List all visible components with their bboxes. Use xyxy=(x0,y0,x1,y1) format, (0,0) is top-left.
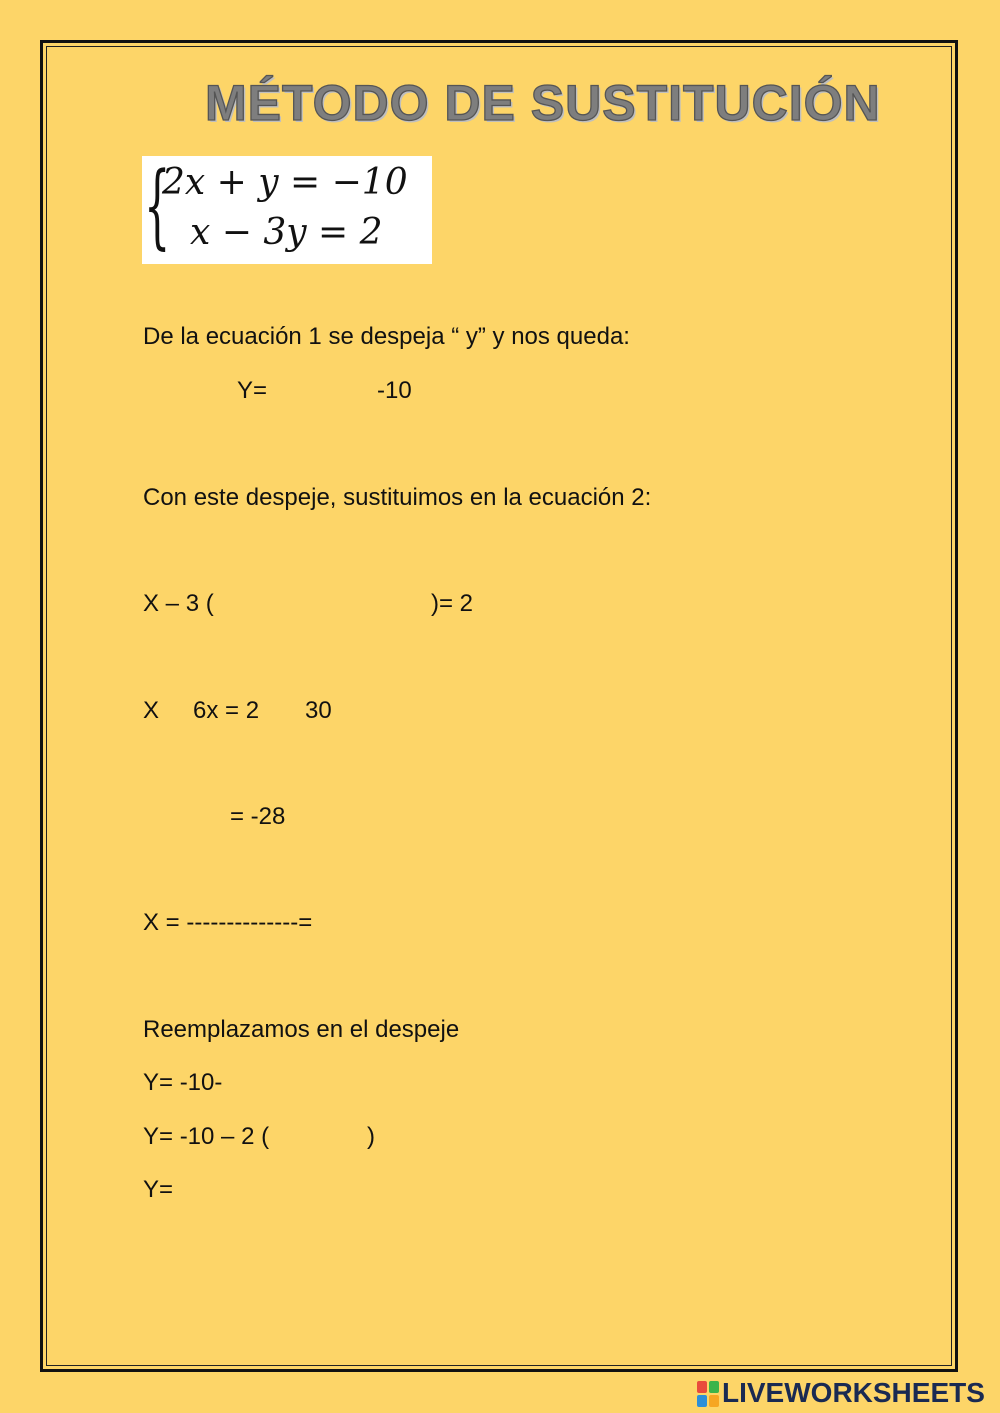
liveworksheets-logo-icon xyxy=(697,1381,719,1407)
step1-x: X xyxy=(143,697,160,724)
replace-text: Reemplazamos en el despeje xyxy=(143,1016,460,1043)
page-title: MÉTODO DE SUSTITUCIÓN xyxy=(205,75,881,131)
step1-middle: 6x = 2 xyxy=(193,697,260,724)
step1-end: 30 xyxy=(305,697,332,724)
substitution-left: X – 3 ( xyxy=(143,590,214,617)
equation-1: 2x + y = −10 xyxy=(162,162,408,203)
step2: = -28 xyxy=(230,803,286,830)
replace-line-1: Y= -10- xyxy=(143,1069,223,1096)
substitution-right: )= 2 xyxy=(431,590,474,617)
y-value: -10 xyxy=(377,377,412,404)
equation-2: x − 3y = 2 xyxy=(190,212,383,253)
watermark: LIVEWORKSHEETS xyxy=(722,1377,985,1408)
y-label: Y= xyxy=(237,377,268,404)
equation-system xyxy=(142,152,432,264)
brace-icon: { xyxy=(144,152,171,259)
substitute-text: Con este despeje, sustituimos en la ecuación 2: xyxy=(143,484,652,511)
replace-line-2-right: ) xyxy=(367,1123,375,1150)
x-result: X = --------------= xyxy=(143,909,313,936)
replace-line-2-left: Y= -10 – 2 ( xyxy=(143,1123,270,1150)
intro-text: De la ecuación 1 se despeja “ y” y nos queda: xyxy=(143,323,630,350)
replace-line-3: Y= xyxy=(143,1176,174,1203)
